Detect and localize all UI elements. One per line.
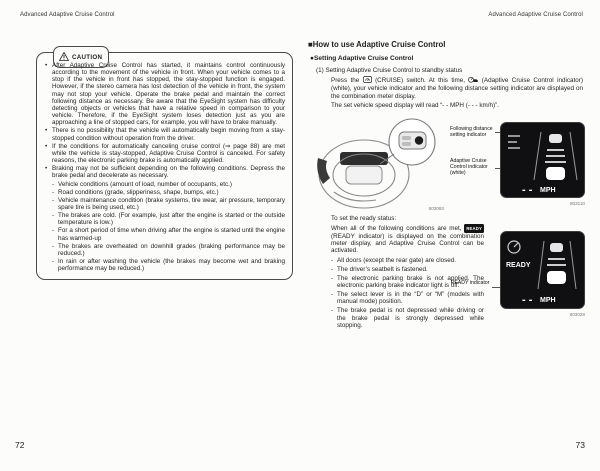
step1-body <box>331 76 583 109</box>
caution-bullet: • Braking may not be sufficient depending on the following conditions. Depress the brake pedal and decelerate as necessary. <box>45 165 285 179</box>
section-marker-icon: ■ <box>308 40 313 49</box>
subsection-marker-icon: ● <box>310 55 314 62</box>
ready-intro: To set the ready status: <box>331 215 397 222</box>
step1-press-paragraph <box>331 76 583 100</box>
standby-speed-value: - - <box>522 184 533 196</box>
ready-conditions-list <box>331 257 484 329</box>
ready-indicator-label: READY indicator <box>450 280 490 286</box>
ready-display-text: READY <box>506 262 531 269</box>
acc-indicator-icon <box>468 76 478 85</box>
caution-sub-bullet: - For a short period of time when driving after the engine is started until the engine has warmed-up <box>52 227 285 241</box>
subsection-title <box>310 55 413 62</box>
caution-sub-bullet: - Road conditions (grade, slipperiness, shape, bumps, etc.) <box>52 189 285 196</box>
caution-sub-bullet: - Vehicle maintenance condition (brake systems, tire wear, air pressure, temporary spare tire is being used, etc.) <box>52 197 285 211</box>
caution-bullet: • There is no possibility that the vehicle will automatically begin moving from a stay-stopped condition without operation from the driver. <box>45 127 285 141</box>
caution-sub-bullet-list <box>52 181 285 273</box>
ready-paragraph <box>331 224 484 254</box>
ready-meter-display <box>500 231 585 314</box>
caution-sub-bullet: - Vehicle conditions (amount of load, number of occupants, etc.) <box>52 181 285 188</box>
page-number-left: 72 <box>15 440 25 450</box>
ready-text: (READY indicator) is displayed on the combination meter display, and Adaptive Cruise Control can be activated. <box>331 232 484 255</box>
ready-speed-value: - - <box>522 294 533 306</box>
wheel-figure-caption: 803093 <box>428 206 444 211</box>
ready-text: When all of the following conditions are met, <box>331 225 465 233</box>
caution-sub-bullet: - The brakes are overheated on downhill grades (braking performance may be reduced.) <box>52 243 285 257</box>
caution-label: CAUTION <box>72 53 103 61</box>
ready-speed-unit: MPH <box>540 297 556 304</box>
standby-speed-unit: MPH <box>540 187 556 194</box>
caution-box <box>36 52 293 280</box>
step1-text: (Adaptive Cruise Control indicator) (white), your vehicle indicator and the following distance setting indicator are displayed on the combination meter display. <box>331 77 583 100</box>
speed-note: The set vehicle speed display will read “- - MPH (- - - km/h)”. <box>331 101 499 109</box>
caution-sub-bullet: - In rain or after washing the vehicle (the brakes may become wet and braking performance may be reduced.) <box>52 258 285 272</box>
subsection-title-text: Setting Adaptive Cruise Control <box>313 55 414 62</box>
page-number-right: 73 <box>575 440 585 450</box>
cruise-switch-icon <box>363 76 372 85</box>
running-header-left: Advanced Adaptive Cruise Control <box>20 12 115 18</box>
section-title <box>308 40 445 49</box>
caution-bullet: • After Adaptive Cruise Control has started, it maintains control continuously according to the movement of the vehicle in front. When your vehicle comes to a stop if the vehicle in front has stopped, the stay-stopped function is engaged. However, if the stereo camera has lost detection of the vehicle in front, the system may not stop your vehicle. Operate the brake pedal and maintain the correct following distance as necessary. Be aware that the EyeSight system has difficulty detecting objects or vehicles that have a relative speed in comparison to your vehicle. Therefore, if the EyeSight system loses detection just as you are approaching a line of stopped cars, for example, you will have to brake manually. <box>45 62 285 126</box>
condition-item: - All doors (except the rear gate) are closed. <box>331 257 484 264</box>
ready-display-caption: 803028 <box>569 312 585 317</box>
caution-bullet-list <box>45 62 285 180</box>
following-distance-label: Following distance setting indicator <box>450 126 493 139</box>
running-header-right: Advanced Adaptive Cruise Control <box>488 12 583 18</box>
caution-sub-bullet: - The brakes are cold. (For example, just after the engine is started or the outside temperature is low.) <box>52 212 285 226</box>
step1-text: Press the <box>331 77 363 84</box>
condition-item: - The driver’s seatbelt is fastened. <box>331 266 484 273</box>
condition-item: - The select lever is in the “D” or “M” (models with manual mode) position. <box>331 291 484 306</box>
step1-heading: (1) Setting Adaptive Cruise Control to standby status <box>316 67 463 74</box>
condition-item: - The electronic parking brake is not applied. The electronic parking brake indicator light is off. <box>331 275 484 290</box>
ready-indicator-icon: READY <box>466 225 482 231</box>
standby-display-caption: 803110 <box>570 201 585 206</box>
section-title-text: How to use Adaptive Cruise Control <box>312 40 446 49</box>
caution-bullet: • If the conditions for automatically canceling cruise control (⇒ page 88) are met while the vehicle is stay-stopped, Adaptive Cruise Control is canceled. For safety reasons, the electronic parking brake is automatically applied. <box>45 143 285 164</box>
acc-indicator-label: Adaptive Cruise Control indicator (white) <box>450 158 488 177</box>
standby-meter-display <box>500 122 585 203</box>
steering-wheel-figure <box>314 112 446 212</box>
step1-text: (CRUISE) switch. At this time, <box>371 77 469 84</box>
ready-status-section <box>331 215 484 331</box>
condition-item: - The brake pedal is not depressed while driving or the brake pedal is strongly depressed while stopping. <box>331 307 484 329</box>
